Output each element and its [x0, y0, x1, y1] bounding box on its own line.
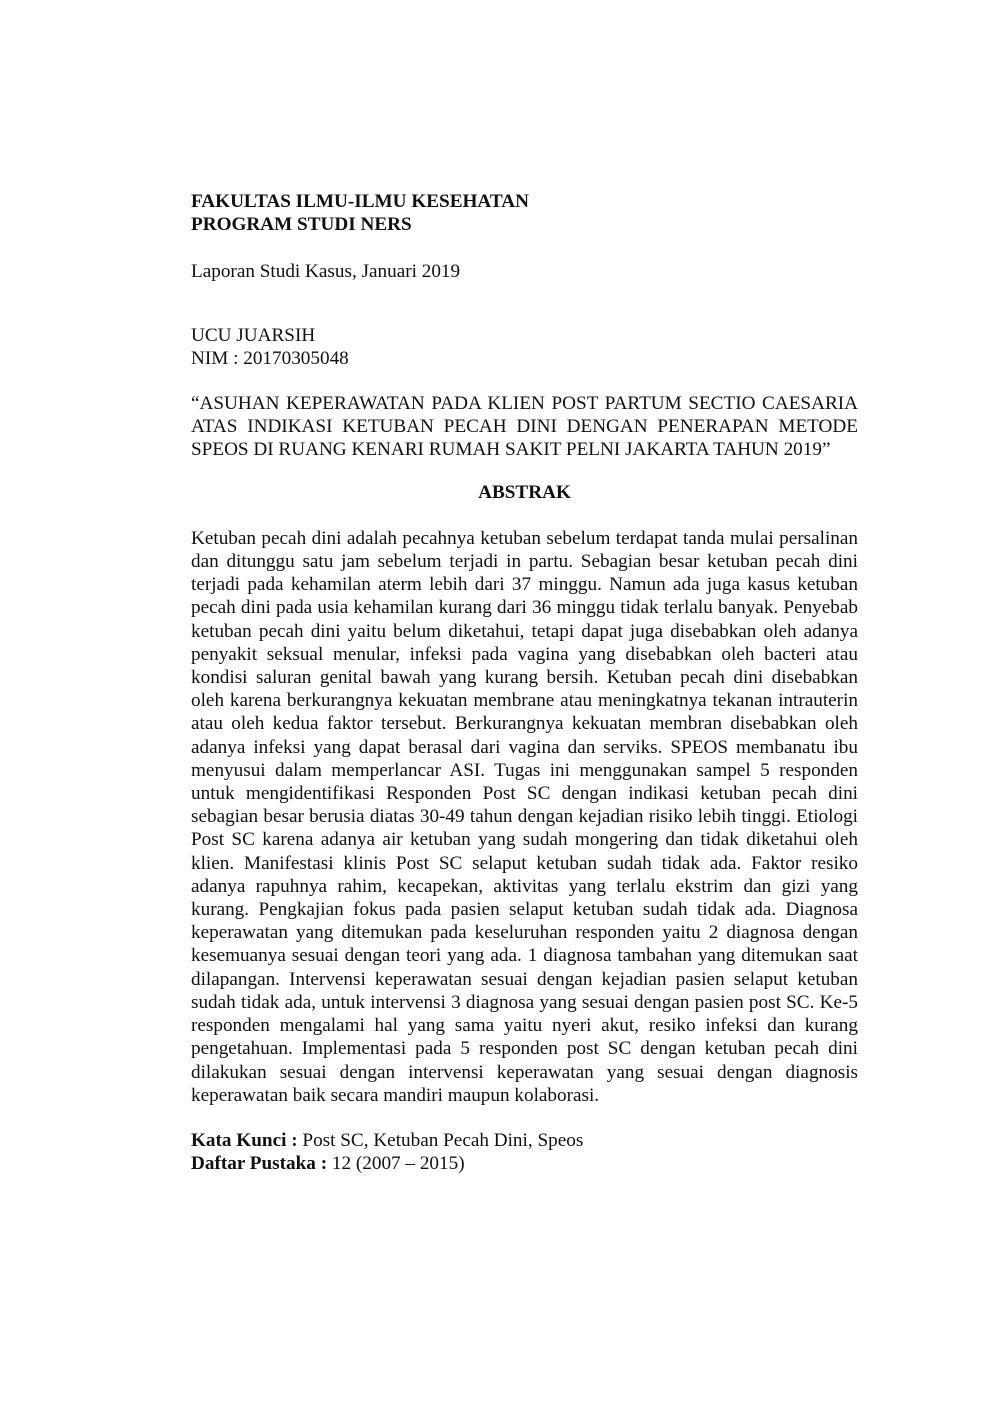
- author-block: [191, 324, 858, 370]
- keywords-label: Kata Kunci :: [191, 1129, 298, 1151]
- faculty-heading: FAKULTAS ILMU-ILMU KESEHATAN: [191, 191, 529, 212]
- abstract-body: Ketuban pecah dini adalah pecahnya ketuban sebelum terdapat tanda mulai persalinan dan ditunggu satu jam sebelum terjadi in partu. Sebagian besar ketuban pecah dini terjadi pada kehamilan aterm lebih dari 37 minggu. Namun ada juga kasus ketuban pecah dini pada usia kehamilan kurang dari 36 minggu tidak terlalu banyak. Penyebab ketuban pecah dini yaitu belum diketahui, tetapi dapat juga disebabkan oleh adanya penyakit seksual menular, infeksi pada vagina yang disebabkan oleh bacteri atau kondisi saluran genital bawah yang kurang bersih. Ketuban pecah dini disebabkan oleh karena berkurangnya kekuatan membrane atau meningkatnya tekanan intrauterin atau oleh kedua faktor tersebut. Berkurangnya kekuatan membran disebabkan oleh adanya infeksi yang dapat berasal dari vagina dan serviks. SPEOS membanatu ibu menyusui dalam memperlancar ASI. Tugas ini menggunakan sampel 5 responden untuk mengidentifikasi Responden Post SC dengan indikasi ketuban pecah dini sebagian besar berusia diatas 30-49 tahun dengan kejadian risiko lebih tinggi. Etiologi Post SC karena adanya air ketuban yang sudah mongering dan tidak diketahui oleh klien. Manifestasi klinis Post SC selaput ketuban sudah tidak ada. Faktor resiko adanya rapuhnya rahim, kecapekan, aktivitas yang terlalu ekstrim dan gizi yang kurang. Pengkajian fokus pada pasien selaput ketuban sudah tidak ada. Diagnosa keperawatan yang ditemukan pada keseluruhan responden yaitu 2 diagnosa dengan kesemuanya sesuai dengan teori yang ada. 1 diagnosa tambahan yang ditemukan saat dilapangan. Intervensi keperawatan sesuai dengan kejadian pasien selaput ketuban sudah tidak ada, untuk intervensi 3 diagnosa yang sesuai dengan pasien post SC. Ke-5 responden mengalami hal yang sama yaitu nyeri akut, resiko infeksi dan kurang pengetahuan. Implementasi pada 5 responden post SC dengan ketuban pecah dini dilakukan sesuai dengan intervensi keperawatan yang sesuai dengan diagnosis keperawatan baik secara mandiri maupun kolaborasi.: [191, 527, 858, 1106]
- document-page: [191, 190, 858, 1175]
- references-label: Daftar Pustaka :: [191, 1153, 328, 1175]
- author-name: UCU JUARSIH: [191, 324, 316, 346]
- references-line: [191, 1152, 858, 1175]
- references-value: 12 (2007 – 2015): [327, 1153, 465, 1175]
- author-nim: NIM : 20170305048: [191, 347, 349, 369]
- abstract-heading: ABSTRAK: [478, 481, 571, 503]
- keywords-line: [191, 1129, 858, 1152]
- report-title: “ASUHAN KEPERAWATAN PADA KLIEN POST PARTUM SECTIO CAESARIA ATAS INDIKASI KETUBAN PECAH DINI DENGAN PENERAPAN METODE SPEOS DI RUANG KENARI RUMAH SAKIT PELNI JAKARTA TAHUN 2019”: [191, 393, 858, 461]
- report-type-date: Laporan Studi Kasus, Januari 2019: [191, 261, 461, 283]
- program-heading: PROGRAM STUDI NERS: [191, 214, 412, 236]
- keywords-value: Post SC, Ketuban Pecah Dini, Speos: [297, 1129, 584, 1151]
- keywords-block: [191, 1129, 858, 1175]
